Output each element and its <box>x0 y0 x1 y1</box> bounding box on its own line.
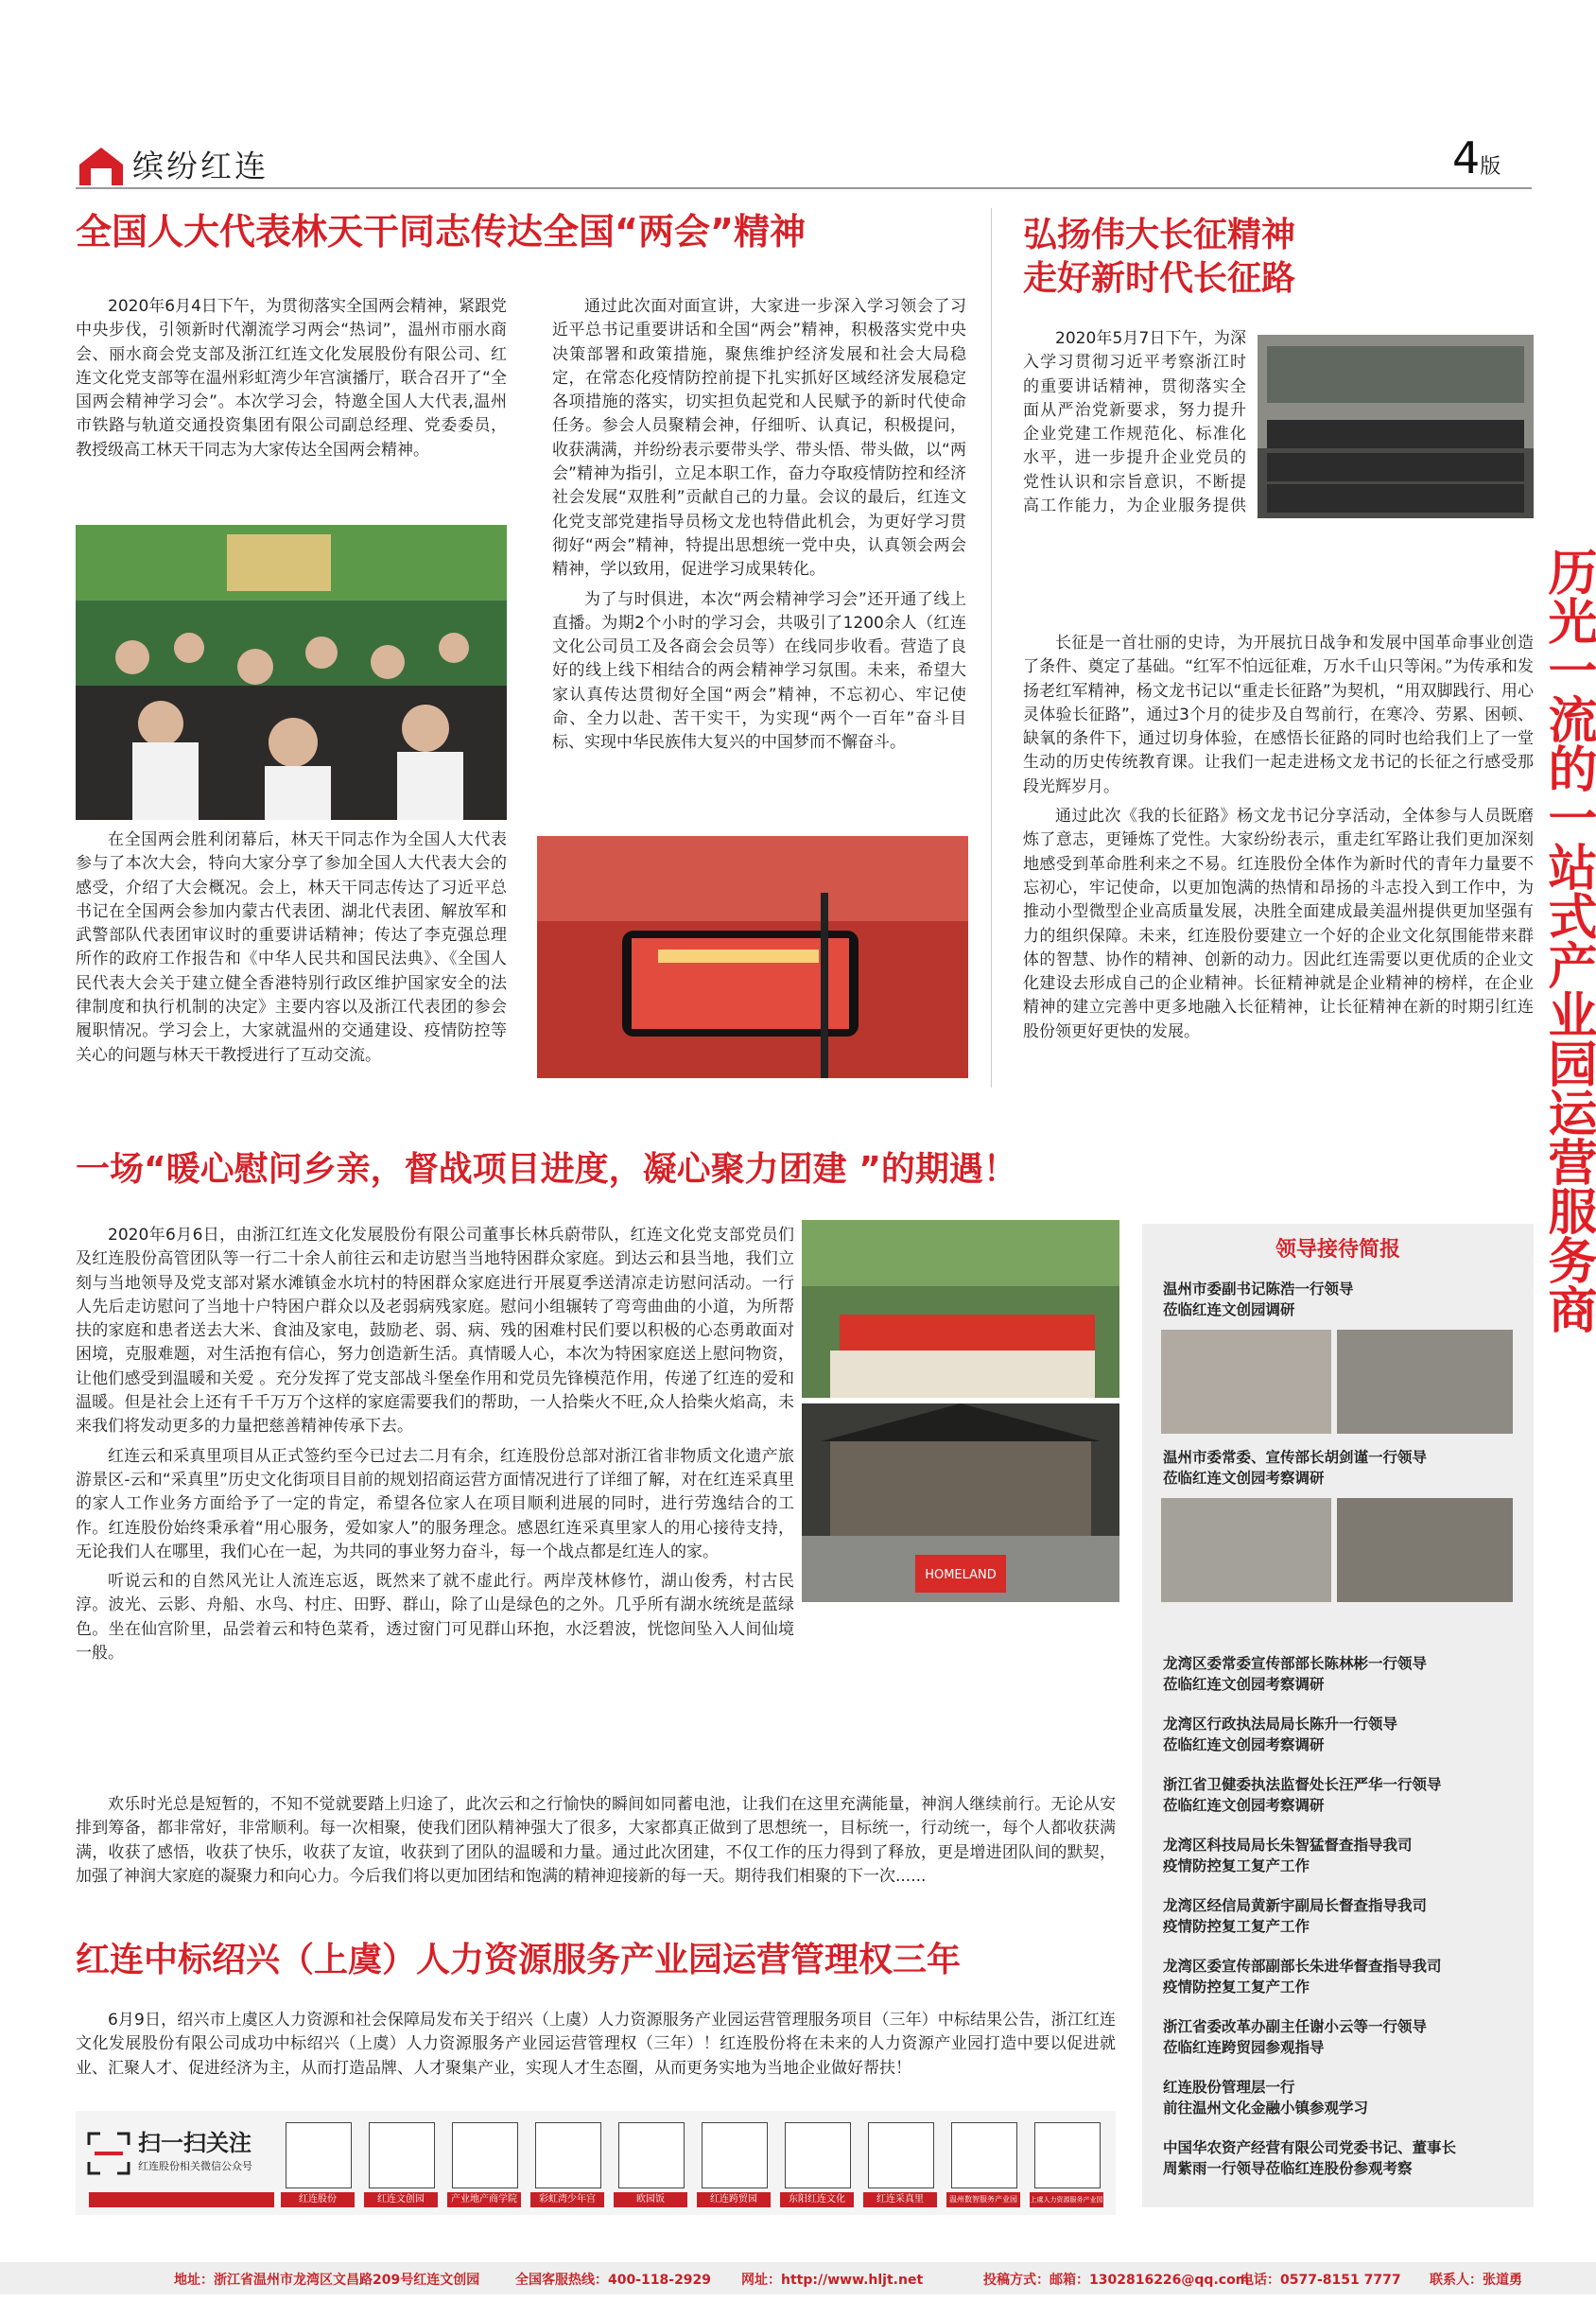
sidebar-item: 温州市委副书记陈浩一行领导 莅临红连文创园调研 <box>1163 1281 1354 1318</box>
qr-label: 红连文创园 <box>364 2192 438 2207</box>
qr-title: 扫一扫关注 <box>138 2130 252 2156</box>
qr-code[interactable] <box>951 2122 1017 2188</box>
article3-para-4: 欢乐时光总是短暂的，不知不觉就要踏上归途了，此次云和之行愉快的瞬间如同蓄电池，让我们在这里充满能量，神润人继续前行。无论从安排到筹备，都非常好，非常顺利。每一次相聚，使我们团队精神强大了很多，大家都真正做到了思想统一，目标统一，行动统一，每个人都收获满满，收获了感悟，收获了快乐，收获了友谊，收获到了团队的温暖和力量。通过此次团建，不仅工作的压力得到了释放，更是增进团队间的默契，加强了神润大家庭的凝聚力和向心力。今后我们将以更加团结和饱满的精神迎接新的每一天。期待我们相聚的下一次...... <box>76 1795 1116 1886</box>
sidebar-title: 领导接待简报 <box>1275 1238 1400 1262</box>
svg-text:HOMELAND: HOMELAND <box>925 1568 997 1582</box>
article1-col-right <box>552 295 966 761</box>
qr-code[interactable] <box>1034 2122 1101 2188</box>
article2-para-3: 通过此次《我的长征路》杨文龙书记分享活动，全体参与人员既磨炼了意志，更锤炼了党性。大家纷纷表示，重走红军路让我们更加深刻地感受到革命胜利来之不易。红连股份全体作为新时代的青年力量要不忘初心，牢记使命，以更加饱满的热情和昂扬的斗志投入到工作中，为推动小型微型企业高质量发展，决胜全面建成最美温州提供更加坚强有力的组织保障。未来，红连股份要建立一个好的企业文化氛围能带来群体的智慧、协作的精神、创新的动力。因此红连需要以更优质的企业文化建设去形成自己的企业精神。长征精神就是企业精神的榜样，在企业精神的建立完善中更多地融入长征精神，让长征精神在新的时期引红连股份领更好更快的发展。 <box>1023 807 1534 1041</box>
article3-para-1: 2020年6月6日，由浙江红连文化发展股份有限公司董事长林兵蔚带队，红连文化党支部党员们及红连股份高管团队等一行二十余人前往云和走访慰当当地特困群众家庭。到达云和县当地，我们立刻与当地领导及党支部对紧水滩镇金水坑村的特困群众家庭进行开展夏季送清凉走访慰问活动。一行人先后走访慰问了当地十户特困户群众以及老弱病残家庭。慰问小组辗转了弯弯曲曲的小道，为所帮扶的家庭和患者送去大米、食油及家电，鼓励老、弱、病、残的困难村民们要以积极的心态勇敢面对困境，克服难题，对生活抱有信心，努力创造新生活。真情暖人心，本次为特困家庭送上慰问物资，让他们感受到温暖和关爱 。充分发挥了党支部战斗堡垒作用和党员先锋模范作用，传递了红连的爱和温暖。但是社会上还有千千万万个这样的家庭需要我们的帮助，一人拾柴火不旺,众人拾柴火焰高，未来我们将发动更多的力量把慈善精神传承下去。 <box>76 1226 794 1437</box>
article1-col-left-top <box>76 295 507 468</box>
qr-code[interactable] <box>702 2122 768 2188</box>
sidebar-item: 中国华农资产经营有限公司党委书记、董事长 周紫雨一行领导莅临红连股份参观考察 <box>1163 2139 1457 2177</box>
article2-text-wrap: 2020年5月7日下午，为深入学习贯彻习近平考察浙江时的重要讲话精神，贯彻落实全面从严治党新要求，努力提升企业党建工作规范化、标准化水平，进一步提升企业党员的党性认识和宗旨意识，不断提高工作能力，为企业服务提供 <box>1023 329 1246 516</box>
article3-block-1 <box>76 1224 794 1671</box>
sidebar-item: 红连股份管理层一行 前往温州文化金融小镇参观学习 <box>1163 2079 1369 2117</box>
photo-team-homeland <box>802 1403 1119 1602</box>
sidebar-photo <box>1337 1330 1513 1434</box>
footer-website: 网址：http://www.hljt.net <box>741 2273 924 2288</box>
sidebar-item: 龙湾区委常委宣传部部长陈林彬一行领导 莅临红连文创园考察调研 <box>1163 1655 1428 1693</box>
footer-email: 投稿方式：邮箱：1302816226@qq.com <box>983 2273 1250 2288</box>
leadership-sidebar <box>1142 1224 1534 2207</box>
article4-text <box>76 2009 1116 2086</box>
home-logo-icon <box>76 144 127 187</box>
qr-code[interactable] <box>868 2122 934 2188</box>
qr-label: 产业地产商学院 <box>447 2192 521 2207</box>
sidebar-item: 龙湾区科技局局长朱智猛督查指导我司 疫情防控复工复产工作 <box>1163 1837 1413 1874</box>
article1-para-4: 为了与时俱进，本次“两会精神学习会”还开通了线上直播。为期2个小时的学习会，共吸引了1200余人（红连文化公司员工及各商会会员等）在线同步收看。营造了良好的线上线下相结合的两会精神学习氛围。未来，希望大家认真传达贯彻好全国“两会”精神，不忘初心、牢记使命、全力以赴、苦干实干，为实现“两个一百年”奋斗目标、实现中华民族伟大复兴的中国梦而不懈奋斗。 <box>552 589 966 753</box>
article2-title: 弘扬伟大长征精神 走好新时代长征路 <box>1023 216 1296 298</box>
qr-label: 温州数智服务产业园 <box>946 2192 1020 2207</box>
article1-para-3: 通过此次面对面宣讲，大家进一步深入学习领会了习近平总书记重要讲话和全国“两会”精神，积极落实党中央决策部署和政策措施，聚焦维护经济发展和社会大局稳定，在常态化疫情防控前提下扎实抓好区域经济发展稳定各项措施的落实，切实担负起党和人民赋予的新时代使命任务。参会人员聚精会神，仔细听、认真记，积极提问，收获满满，并纷纷表示要带头学、带头悟、带头做，以“两会”精神为指引，立足本职工作，奋力夺取疫情防控和经济社会发展“双胜利”贡献自己的力量。会议的最后，红连文化党支部党建指导员杨文龙也特借此机会，为更好学习贯彻好“两会”精神，特提出思想统一党中央，认真领会两会精神，学以致用，促进学习成果转化。 <box>552 297 966 580</box>
qr-code[interactable] <box>785 2122 851 2188</box>
photo-livestream-phone <box>537 836 968 1078</box>
qr-code[interactable] <box>452 2122 518 2188</box>
photo-audience <box>76 525 507 820</box>
qr-label: 东阳红连文化 <box>780 2192 854 2207</box>
section-title: 缤纷红连 <box>132 148 269 184</box>
qr-label: 欧园饭 <box>614 2192 687 2207</box>
article1-para-1: 2020年6月4日下午，为贯彻落实全国两会精神，紧跟党中央步伐，引领新时代潮流学习两会“热词”，温州市丽水商会、丽水商会党支部及浙江红连文化发展股份有限公司、红连文化党支部等在温州彩虹湾少年宫演播厅，联合召开了“全国两会精神学习会”。本次学习会，特邀全国人大代表,温州市铁路与轨道交通投资集团有限公司副总经理、党委委员，教授级高工林天干同志为大家传达全国两会精神。 <box>76 297 507 460</box>
qr-code[interactable] <box>618 2122 685 2188</box>
sidebar-photo <box>1337 1498 1513 1602</box>
column-divider <box>991 208 992 1088</box>
header-rule <box>76 187 1532 189</box>
article2-text <box>1023 632 1534 1050</box>
article3-block-2 <box>76 1793 1116 1894</box>
article2-para-2: 长征是一首壮丽的史诗，为开展抗日战争和发展中国革命事业创造了条件、奠定了基础。“红军不怕远征难，万水千山只等闲。”为传承和发扬老红军精神，杨文龙书记以“重走长征路”为契机，“用双脚践行、用心灵体验长征路”，通过3个月的徒步及自驾前行，在寒冷、劳累、困顿、缺氧的条件下，通过切身体验，在感悟长征路的同时也给我们上了一堂生动的历史传统教育课。让我们一起走进杨文龙书记的长征之行感受那段光辉岁月。 <box>1023 634 1534 796</box>
qr-code[interactable] <box>286 2122 352 2188</box>
qr-code[interactable] <box>535 2122 601 2188</box>
qr-label: 红连采真里 <box>863 2192 937 2207</box>
photo-group <box>1258 335 1534 518</box>
footer-address: 地址：浙江省温州市龙湾区文昌路209号红连文创园 <box>174 2273 480 2288</box>
qr-label: 红连股份 <box>281 2192 355 2207</box>
qr-code[interactable] <box>369 2122 435 2188</box>
sidebar-item: 龙湾区委宣传部副部长朱进华督查指导我司 疫情防控复工复产工作 <box>1163 1958 1442 1996</box>
article3-para-3: 听说云和的自然风光让人流连忘返，既然来了就不虚此行。两岸茂林修竹，湖山俊秀，村古民淳。波光、云影、舟船、水鸟、村庄、田野、群山，除了山是绿色的之外。几乎所有湖水统统是蓝绿色。坐在仙宫阶里，品尝着云和特色菜肴，透过窗门可见群山环抱，水泛碧波，恍惚间坠入人间仙境一般。 <box>76 1572 794 1664</box>
article1-col-left-bottom <box>76 828 507 1073</box>
qr-label: 红连跨贸园 <box>697 2192 771 2207</box>
article3-para-2: 红连云和采真里项目从正式签约至今已过去二月有余，红连股份总部对浙江省非物质文化遗产旅游景区-云和“采真里”历史文化街项目目前的规划招商运营方面情况进行了详细了解，对在红连采真里的家人工作业务方面给予了一定的肯定，希望各位家人在项目顺利进展的同时，进行劳逸结合的工作。红连股份始终秉承着“用心服务，爱如家人”的服务理念。感恩红连采真里家人的用心接待支持，无论我们人在哪里，我们心在一起，为共同的事业努力奋斗，每一个战点都是红连人的家。 <box>76 1446 794 1561</box>
article4-title: 红连中标绍兴（上虞）人力资源服务产业园运营管理权三年 <box>76 1941 962 1979</box>
article3-title: 一场“暖心慰问乡亲，督战项目进度，凝心聚力团建 ”的期遇！ <box>76 1150 1017 1189</box>
sidebar-item: 浙江省卫健委执法监督处长汪严华一行领导 莅临红连文创园考察调研 <box>1163 1776 1442 1814</box>
sidebar-photo <box>1161 1498 1331 1602</box>
sidebar-photo <box>1161 1330 1331 1434</box>
qr-arrows <box>89 2192 274 2207</box>
sidebar-item: 温州市委常委、宣传部长胡剑谨一行领导 莅临红连文创园考察调研 <box>1163 1449 1428 1487</box>
qr-subtitle: 红连股份相关微信公众号 <box>138 2160 252 2172</box>
sidebar-item: 龙湾区经信局黄新宇副局长督查指导我司 疫情防控复工复产工作 <box>1163 1897 1428 1935</box>
photo-team-banner <box>802 1220 1119 1398</box>
footer-phone: 电话：0577-8151 7777 <box>1240 2273 1401 2288</box>
footer-hotline: 全国客服热线：400-118-2929 <box>515 2273 712 2288</box>
scan-icon <box>87 2132 130 2175</box>
qr-label: 彩虹湾少年宫 <box>530 2192 604 2207</box>
article4-para: 6月9日，绍兴市上虞区人力资源和社会保障局发布关于绍兴（上虞）人力资源服务产业园运营管理服务项目（三年）中标结果公告，浙江红连文化发展股份有限公司成功中标绍兴（上虞）人力资源服务产业园运营管理权（三年）！红连股份将在未来的人力资源产业园打造中要以促进就业、汇聚人才、促进经济为主，从而打造品牌、人才聚集产业，实现人才生态圈，从而更务实地为当地企业做好帮扶！ <box>76 2011 1116 2078</box>
footer-contact: 联系人：张道勇 <box>1430 2273 1522 2288</box>
vertical-slogan: 历光一流的一站式产业园运营服务商 <box>1539 547 1596 1333</box>
article1-title: 全国人大代表林天干同志传达全国“两会”精神 <box>76 211 806 253</box>
sidebar-item: 龙湾区行政执法局局长陈升一行领导 莅临红连文创园考察调研 <box>1163 1716 1398 1753</box>
sidebar-item: 浙江省委改革办副主任谢小云等一行领导 莅临红连跨贸园参观指导 <box>1163 2018 1428 2056</box>
article1-para-2: 在全国两会胜利闭幕后，林天干同志作为全国人大代表参与了本次大会，特向大家分享了参加全国人大代表大会的感受，介绍了大会概况。会上，林天干同志传达了习近平总书记在全国两会参加内蒙古代表团、湖北代表团、解放军和武警部队代表团审议时的重要讲话精神；传达了李克强总理所作的政府工作报告和《中华人民共和国民法典》、《全国人民代表大会关于建立健全香港特别行政区维护国家安全的法律制度和执行机制的决定》主要内容以及浙江代表团的参会履职情况。学习会上，大家就温州的交通建设、疫情防控等关心的问题与林天干教授进行了互动交流。 <box>76 830 507 1065</box>
page-number: 4版 <box>1452 132 1501 183</box>
qr-label: 上虞人力资源服务产业园 <box>1030 2192 1103 2207</box>
